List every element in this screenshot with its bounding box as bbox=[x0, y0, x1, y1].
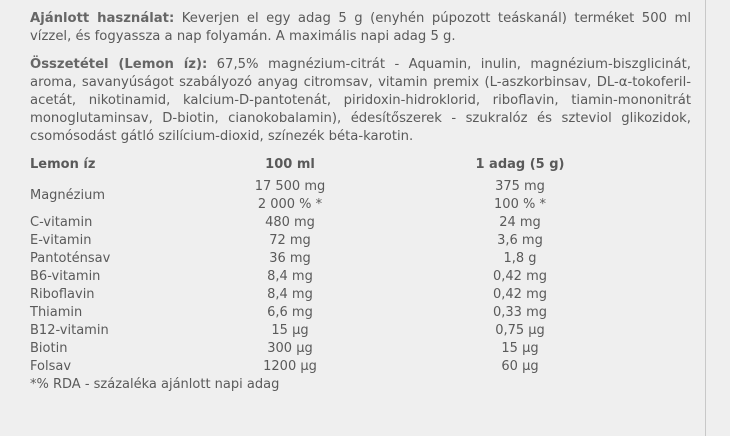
header-flavor: Lemon íz bbox=[30, 157, 96, 172]
nutrient-name: B6-vitamin bbox=[30, 269, 101, 284]
value-per-serving bbox=[390, 304, 650, 322]
value-per-serving-amount: 0,42 mg bbox=[493, 269, 547, 284]
value-per-100ml-amount: 8,4 mg bbox=[267, 269, 313, 284]
value-per-serving bbox=[390, 232, 650, 250]
value-per-100ml-amount: 72 mg bbox=[269, 233, 311, 248]
value-per-100ml-amount: 480 mg bbox=[265, 215, 315, 230]
nutrient-name: E-vitamin bbox=[30, 233, 92, 248]
value-per-100ml bbox=[190, 214, 390, 232]
value-per-100ml-amount: 8,4 mg bbox=[267, 287, 313, 302]
table-row bbox=[30, 268, 650, 286]
usage-text: Keverjen el egy adag 5 g (enyhén púpozott teáskanál) terméket 500 ml vízzel, és fogyassza a nap folyamán. A maximális napi adag 5 g. bbox=[30, 11, 691, 44]
nutrient-name: Riboflavin bbox=[30, 287, 95, 302]
value-per-serving-amount: 0,75 µg bbox=[495, 323, 545, 338]
value-per-serving bbox=[390, 358, 650, 376]
rda-footnote: *% RDA - százaléka ajánlott napi adag bbox=[30, 377, 280, 392]
value-per-serving-rda: 100 % * bbox=[494, 197, 546, 212]
value-per-100ml-amount: 15 µg bbox=[271, 323, 309, 338]
usage-paragraph bbox=[30, 10, 691, 46]
value-per-100ml-amount: 17 500 mg bbox=[254, 179, 326, 194]
table-row bbox=[30, 340, 650, 358]
header-per-100ml: 100 ml bbox=[265, 157, 315, 172]
value-per-serving bbox=[390, 214, 650, 232]
value-per-serving-amount: 375 mg bbox=[495, 179, 545, 194]
table-row bbox=[30, 358, 650, 376]
nutrient-name: C-vitamin bbox=[30, 215, 93, 230]
value-per-serving bbox=[390, 178, 650, 214]
table-row bbox=[30, 322, 650, 340]
value-per-100ml bbox=[190, 322, 390, 340]
value-per-100ml-amount: 6,6 mg bbox=[267, 305, 313, 320]
value-per-100ml bbox=[190, 250, 390, 268]
value-per-100ml bbox=[190, 304, 390, 322]
header-per-serving: 1 adag (5 g) bbox=[475, 157, 565, 172]
value-per-100ml bbox=[190, 232, 390, 250]
value-per-100ml bbox=[190, 358, 390, 376]
value-per-100ml-amount: 300 µg bbox=[267, 341, 313, 356]
value-per-100ml bbox=[190, 340, 390, 358]
nutrient-name: Magnézium bbox=[30, 188, 106, 203]
ingredients-text: 67,5% magnézium-citrát - Aquamin, inulin, magnézium-biszglicinát, aroma, savanyúságot szabályozó anyag citromsav, vitamin premix (L-aszkorbinsav, DL-α-tokoferil-acetát, nikotinamid, kalcium-D-pantotenát, piridoxin-hidroklorid, riboflavin, tiamin-mononitrát monoglutaminsav, D-biotin, cianokobalamin), édesítőszerek - szukralóz és szteviol glikozidok, csomósodást gátló szilícium-dioxid, színezék béta-karotin. bbox=[30, 57, 691, 144]
value-per-100ml-amount: 36 mg bbox=[269, 251, 311, 266]
value-per-serving-amount: 0,33 mg bbox=[493, 305, 547, 320]
value-per-100ml bbox=[190, 178, 390, 214]
table-row bbox=[30, 214, 650, 232]
table-row bbox=[30, 286, 650, 304]
value-per-serving-amount: 60 µg bbox=[501, 359, 539, 374]
nutrient-name: B12-vitamin bbox=[30, 323, 109, 338]
value-per-100ml-amount: 1200 µg bbox=[263, 359, 317, 374]
usage-label: Ajánlott használat: bbox=[30, 11, 175, 26]
table-row bbox=[30, 304, 650, 322]
value-per-serving-amount: 24 mg bbox=[499, 215, 541, 230]
value-per-serving-amount: 15 µg bbox=[501, 341, 539, 356]
ingredients-paragraph bbox=[30, 56, 691, 146]
value-per-serving bbox=[390, 340, 650, 358]
nutrient-name: Folsav bbox=[30, 359, 72, 374]
nutrition-table-header bbox=[30, 156, 650, 178]
value-per-serving bbox=[390, 322, 650, 340]
value-per-serving-amount: 1,8 g bbox=[503, 251, 537, 266]
table-row bbox=[30, 250, 650, 268]
nutrient-name: Biotin bbox=[30, 341, 68, 356]
table-row bbox=[30, 232, 650, 250]
nutrient-name: Pantoténsav bbox=[30, 251, 111, 266]
nutrient-name: Thiamin bbox=[30, 305, 83, 320]
value-per-100ml bbox=[190, 268, 390, 286]
table-row bbox=[30, 178, 650, 214]
nutrition-table bbox=[30, 156, 650, 376]
value-per-100ml bbox=[190, 286, 390, 304]
value-per-serving bbox=[390, 250, 650, 268]
value-per-100ml-rda: 2 000 % * bbox=[257, 197, 323, 212]
value-per-serving bbox=[390, 268, 650, 286]
nutrition-table-body bbox=[30, 178, 650, 376]
ingredients-label: Összetétel (Lemon íz): bbox=[30, 57, 208, 72]
value-per-serving-amount: 0,42 mg bbox=[493, 287, 547, 302]
value-per-serving-amount: 3,6 mg bbox=[497, 233, 543, 248]
value-per-serving bbox=[390, 286, 650, 304]
